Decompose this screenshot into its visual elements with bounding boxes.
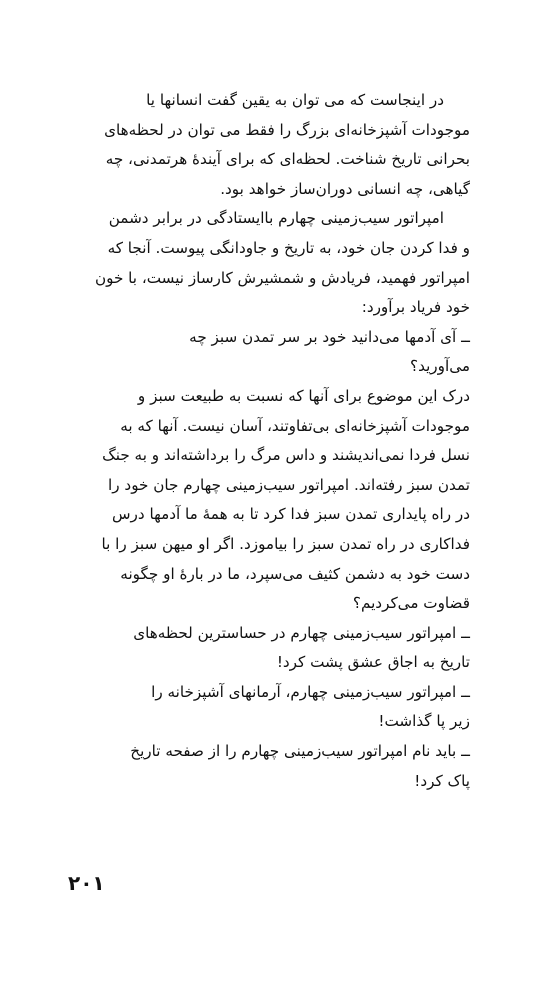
- text-line: تاریخ به اجاق عشق پشت کرد!: [276, 653, 470, 672]
- text-line: موجودات آشپزخانه‌ای بی‌تفاوتند، آسان نیست. آنها که به: [120, 416, 470, 435]
- text-line: ــ آی آدمها می‌دانید خود بر سر تمدن سبز چه: [189, 327, 470, 346]
- text-line: قضاوت می‌کردیم؟: [352, 594, 470, 613]
- text-line: ــ باید نام امپراتور سیب‌زمینی چهارم را از صفحه تاریخ: [130, 742, 470, 761]
- page-number: ۲۰۱: [68, 871, 105, 895]
- text-line: موجودات آشپزخانه‌ای بزرگ را فقط می توان در لحظه‌های: [104, 120, 470, 139]
- text-line: زیر پا گذاشت!: [378, 712, 470, 731]
- text-line: امپراتور فهمید، فریادش و شمشیرش کارساز نیست، با خون: [94, 268, 470, 287]
- text-line: دست خود به دشمن کثیف می‌سپرد، ما در بارهٔ او چگونه: [120, 564, 470, 583]
- text-line: بحرانی تاریخ شناخت. لحظه‌ای که برای آیندهٔ هرتمدنی، چه: [105, 150, 470, 169]
- text-line: پاک کرد!: [414, 771, 470, 790]
- text-line: در راه پایداری تمدن سبز فدا کرد تا به همهٔ ما آدمها درس: [112, 505, 470, 524]
- text-line: ــ امپراتور سیب‌زمینی چهارم در حساسترین لحظه‌های: [133, 623, 470, 642]
- text-line: درک این موضوع برای آنها که نسبت به طبیعت سبز و: [137, 386, 470, 405]
- text-line: در اینجاست که می توان به یقین گفت انسانها یا: [146, 91, 444, 109]
- text-line: می‌آورید؟: [410, 357, 470, 376]
- text-line: ــ امپراتور سیب‌زمینی چهارم، آرمانهای آشپزخانه را: [151, 682, 470, 701]
- text-line: خود فریاد برآورد:: [361, 298, 470, 317]
- text-line: و فدا کردن جان خود، به تاریخ و جاودانگی پیوست. آنجا که: [107, 238, 470, 257]
- text-line: گیاهی، چه انسانی دوران‌ساز خواهد بود.: [220, 179, 470, 198]
- page-text-body: [78, 86, 470, 796]
- text-line: تمدن سبز رفته‌اند. امپراتور سیب‌زمینی چهارم جان خود را: [108, 475, 470, 494]
- text-line: نسل فردا نمی‌اندیشند و داس مرگ را برداشته‌اند و به جنگ: [102, 446, 470, 465]
- text-line: فداکاری در راه تمدن سبز را بیاموزد. اگر او میهن سبز را با: [101, 534, 470, 553]
- text-line: امپراتور سیب‌زمینی چهارم باایستادگی در برابر دشمن: [108, 209, 444, 228]
